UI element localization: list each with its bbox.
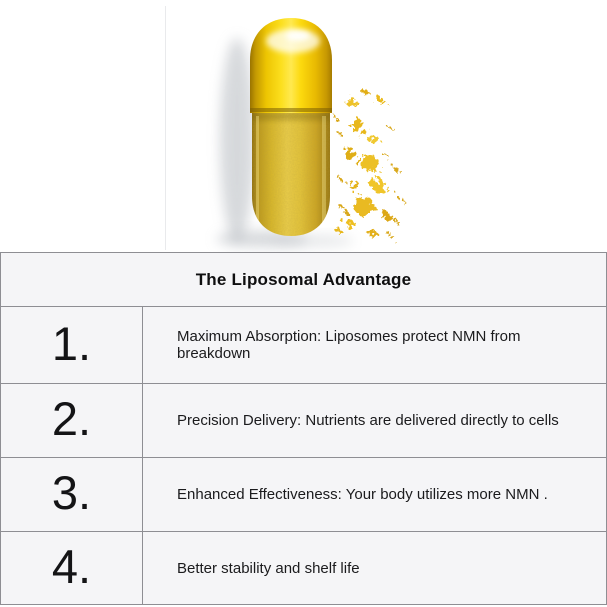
row-number: 1. xyxy=(1,307,143,383)
advantage-table xyxy=(0,252,607,605)
table-row xyxy=(1,307,606,384)
capsule-cap xyxy=(250,18,332,113)
row-number: 2. xyxy=(1,384,143,457)
row-text: Enhanced Effectiveness: Your body utilizes more NMN . xyxy=(177,486,548,503)
row-number: 4. xyxy=(1,532,143,604)
photo-edge-line xyxy=(165,6,166,250)
product-photo xyxy=(0,0,607,252)
row-text: Precision Delivery: Nutrients are delivered directly to cells xyxy=(177,412,559,429)
row-number: 3. xyxy=(1,458,143,531)
row-text: Maximum Absorption: Liposomes protect NMN from breakdown xyxy=(177,328,521,362)
table-row xyxy=(1,532,606,604)
table-row xyxy=(1,384,606,458)
capsule-illustration xyxy=(0,0,607,252)
row-text: Better stability and shelf life xyxy=(177,559,360,577)
powder-spill xyxy=(335,90,403,238)
table-row xyxy=(1,458,606,532)
capsule-body xyxy=(248,108,336,240)
table-title: The Liposomal Advantage xyxy=(1,253,606,307)
